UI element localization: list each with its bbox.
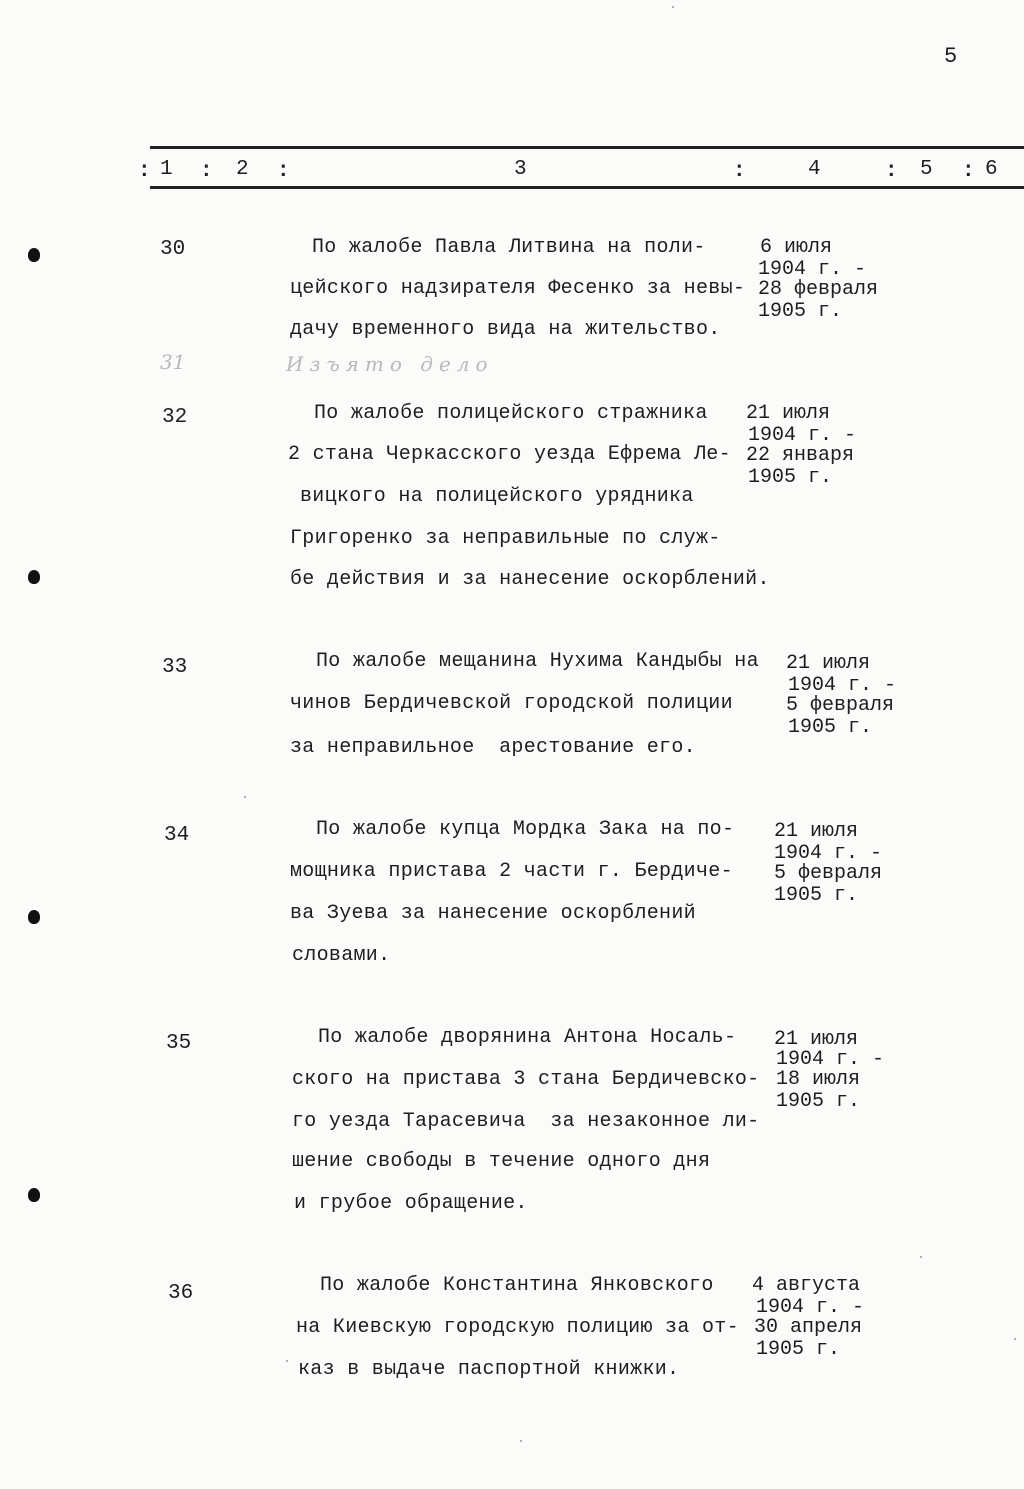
header-colon: : <box>277 160 290 183</box>
entry-start-year: 1904 г. - <box>776 1048 885 1071</box>
header-colon: : <box>962 160 975 183</box>
entry-start-date: 21 июля <box>786 652 871 675</box>
entry-text-line: дачу временного вида на жительство. <box>290 318 721 341</box>
entry-text-line: По жалобе Константина Янковского <box>320 1274 714 1297</box>
entry-start-year: 1904 г. - <box>758 258 867 281</box>
marginalia-number: 31 <box>160 350 186 374</box>
header-col-4: 4 <box>808 158 821 181</box>
scan-speck <box>244 796 246 798</box>
entry-end-date: 30 апреля <box>754 1316 863 1339</box>
entry-end-year: 1905 г. <box>774 884 859 907</box>
header-rule-bottom <box>150 186 1024 189</box>
entry-start-year: 1904 г. - <box>756 1296 865 1319</box>
header-col-5: 5 <box>920 158 933 181</box>
entry-text-line: По жалобе купца Мордка Зака на по- <box>316 818 735 841</box>
entry-number: 35 <box>166 1032 192 1055</box>
entry-number: 36 <box>168 1282 194 1305</box>
entry-end-year: 1905 г. <box>756 1338 841 1361</box>
header-col-1: 1 <box>160 158 173 181</box>
entry-text-line: словами. <box>292 944 391 967</box>
entry-end-year: 1905 г. <box>748 466 833 489</box>
entry-text-line: Григоренко за неправильные по служ- <box>290 527 721 550</box>
header-colon: : <box>733 160 746 183</box>
header-colon: : <box>138 160 151 183</box>
entry-start-date: 21 июля <box>774 1028 859 1051</box>
page-number: 5 <box>944 44 958 69</box>
entry-text-line: каз в выдаче паспортной книжки. <box>298 1358 680 1381</box>
entry-text-line: вицкого на полицейского урядника <box>300 485 694 508</box>
entry-end-year: 1905 г. <box>758 300 843 323</box>
entry-number: 33 <box>162 656 188 679</box>
entry-text-line: го уезда Тарасевича за незаконное ли- <box>292 1110 760 1133</box>
entry-start-date: 21 июля <box>774 820 859 843</box>
entry-text-line: чинов Бердичевской городской полиции <box>290 692 733 715</box>
punch-hole <box>28 1188 40 1202</box>
entry-number: 32 <box>162 406 188 429</box>
entry-number: 30 <box>160 238 186 261</box>
punch-hole <box>28 570 40 584</box>
entry-text-line: и грубое обращение. <box>294 1192 528 1215</box>
scan-speck <box>286 1360 288 1362</box>
entry-start-date: 21 июля <box>746 402 831 425</box>
scan-speck <box>672 6 674 8</box>
entry-text-line: ского на пристава 3 стана Бердичевско- <box>292 1068 760 1091</box>
header-colon: : <box>200 160 213 183</box>
punch-hole <box>28 910 40 924</box>
entry-text-line: ва Зуева за нанесение оскорблений <box>290 902 696 925</box>
marginalia-text: Изъято дело <box>286 352 494 376</box>
entry-text-line: По жалобе дворянина Антона Носаль- <box>318 1026 737 1049</box>
entry-end-date: 28 февраля <box>758 278 879 301</box>
scan-speck <box>1014 1338 1016 1340</box>
entry-text-line: мощника пристава 2 части г. Бердиче- <box>290 860 733 883</box>
entry-start-date: 6 июля <box>760 236 833 259</box>
header-rule-top <box>150 146 1024 149</box>
entry-end-year: 1905 г. <box>776 1090 861 1113</box>
scan-speck <box>920 1256 922 1258</box>
entry-text-line: По жалобе полицейского стражника <box>314 402 708 425</box>
entry-text-line: на Киевскую городскую полицию за от- <box>296 1316 739 1339</box>
entry-text-line: По жалобе мещанина Нухима Кандыбы на <box>316 650 759 673</box>
entry-start-year: 1904 г. - <box>748 424 857 447</box>
header-colon: : <box>885 160 898 183</box>
entry-text-line: за неправильное арестование его. <box>290 736 696 759</box>
entry-number: 34 <box>164 824 190 847</box>
entry-text-line: По жалобе Павла Литвина на поли- <box>312 236 706 259</box>
entry-end-date: 5 февраля <box>774 862 883 885</box>
entry-end-year: 1905 г. <box>788 716 873 739</box>
header-col-6: 6 <box>985 158 998 181</box>
entry-start-date: 4 августа <box>752 1274 861 1297</box>
header-col-3: 3 <box>514 158 527 181</box>
punch-hole <box>28 248 40 262</box>
entry-text-line: цейского надзирателя Фесенко за невы- <box>290 277 746 300</box>
entry-start-year: 1904 г. - <box>774 842 883 865</box>
entry-end-date: 22 января <box>746 444 855 467</box>
entry-text-line: шение свободы в течение одного дня <box>292 1150 711 1173</box>
scan-speck <box>520 1440 522 1442</box>
entry-end-date: 5 февраля <box>786 694 895 717</box>
entry-text-line: бе действия и за нанесение оскорблений. <box>290 568 770 591</box>
header-col-2: 2 <box>236 158 249 181</box>
entry-text-line: 2 стана Черкасского уезда Ефрема Ле- <box>288 443 731 466</box>
entry-end-date: 18 июля <box>776 1068 861 1091</box>
entry-start-year: 1904 г. - <box>788 674 897 697</box>
